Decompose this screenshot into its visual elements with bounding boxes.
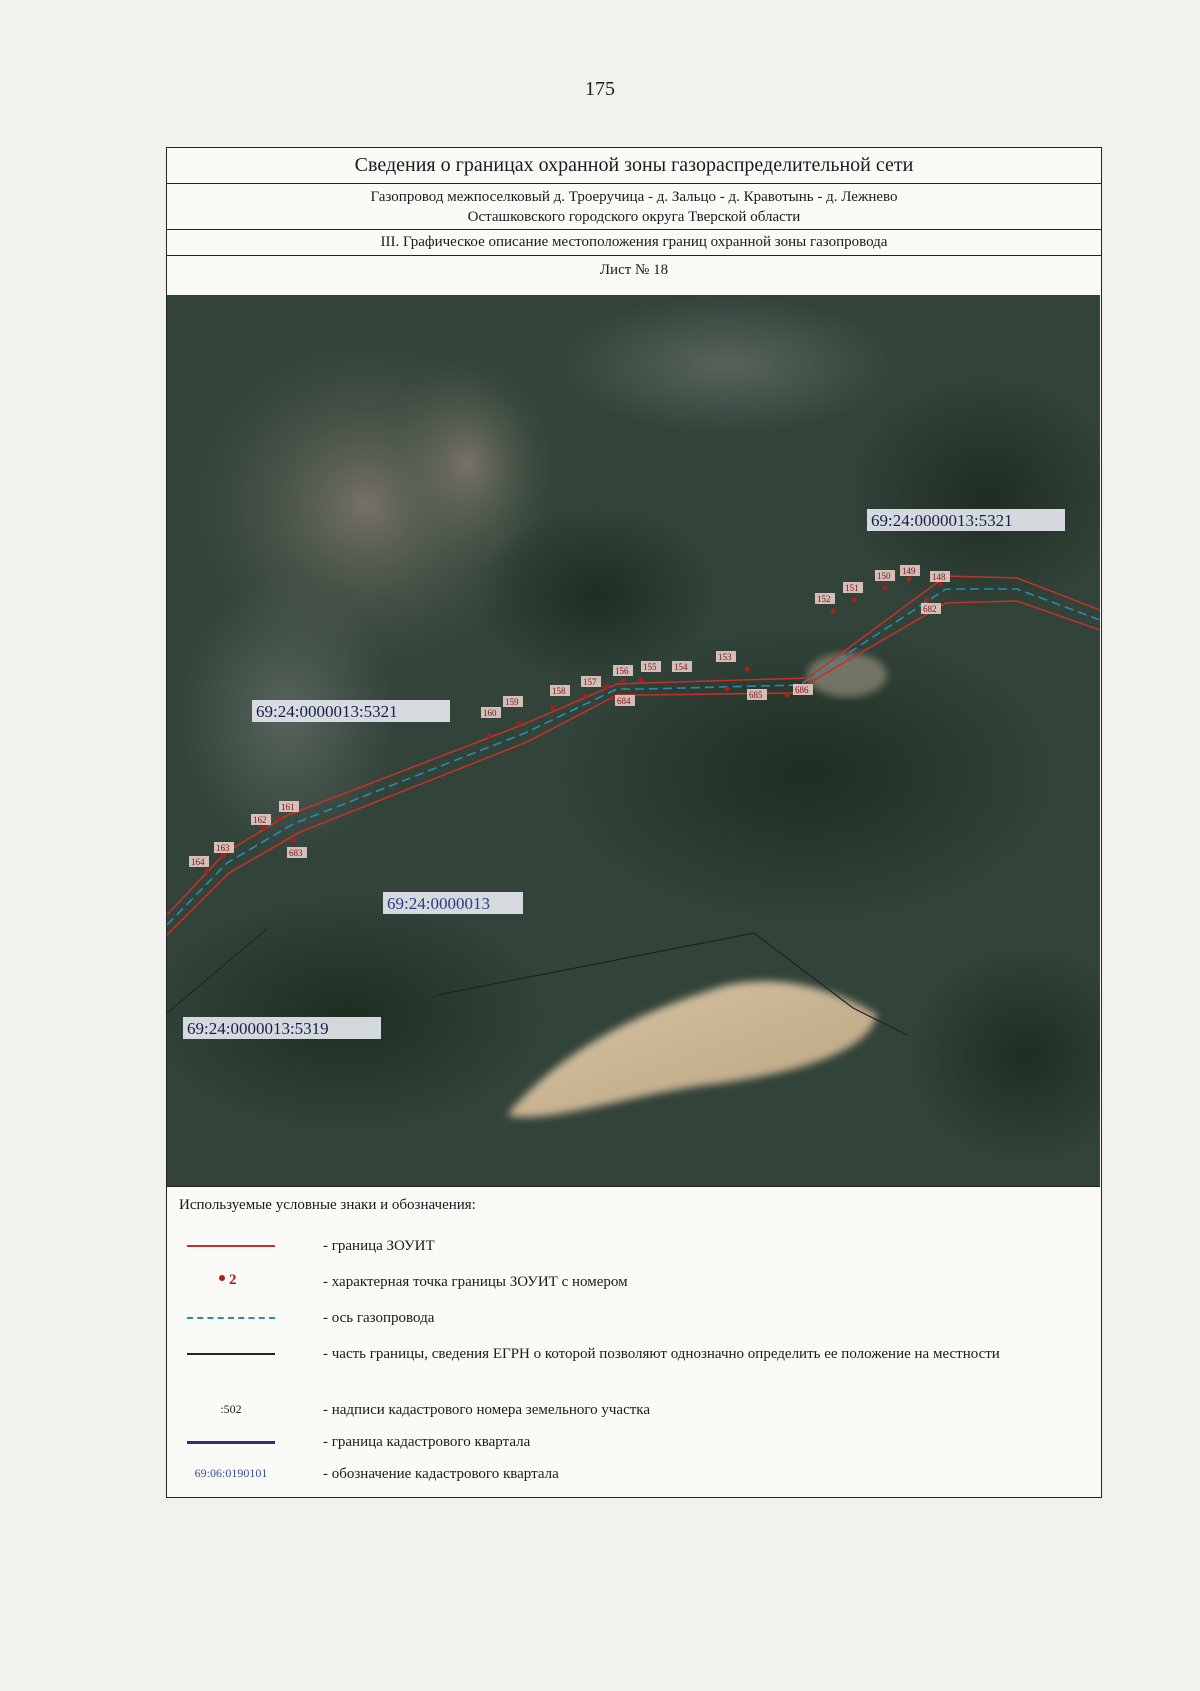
legend-row-zouit-point	[167, 1267, 1100, 1297]
legend-title: Используемые условные знаки и обозначения:	[179, 1197, 476, 1213]
legend-symbol-blue-line	[177, 1427, 285, 1457]
legend-row-quarter-boundary	[167, 1427, 1100, 1457]
legend-row-gas-axis	[167, 1303, 1100, 1333]
legend-row-zouit-boundary	[167, 1231, 1100, 1261]
legend	[167, 1186, 1100, 1497]
legend-desc: - характерная точка границы ЗОУИТ с номером	[323, 1274, 628, 1290]
legend-row-egrn-boundary	[167, 1339, 1100, 1391]
svg-text:155: 155	[643, 662, 657, 672]
svg-text:69:24:0000013: 69:24:0000013	[387, 894, 490, 913]
sheet-number: Лист № 18	[599, 262, 669, 278]
parcel-label-5321-west	[252, 700, 450, 722]
object-line-1: Газопровод межпоселковый д. Троеручица - д. Зальцо - д. Кравотынь - д. Лежнево	[370, 189, 898, 205]
dense-forest	[477, 505, 717, 685]
satellite-map[interactable]	[167, 295, 1100, 1186]
legend-row-parcel-number	[167, 1395, 1100, 1425]
point-dot-icon	[219, 1275, 225, 1281]
legend-desc: - граница кадастрового квартала	[323, 1434, 531, 1450]
parcel-label-5319	[183, 1017, 381, 1039]
svg-text:164: 164	[191, 857, 205, 867]
legend-desc: - ось газопровода	[323, 1310, 435, 1326]
page-number: 175	[585, 78, 615, 100]
svg-text:151: 151	[845, 583, 859, 593]
svg-text:686: 686	[795, 685, 809, 695]
legend-symbol-red-line	[177, 1231, 285, 1261]
clearing-patch	[807, 653, 887, 697]
svg-text:682: 682	[923, 604, 937, 614]
object-line-2: Осташковского городского округа Тверской области	[467, 209, 801, 225]
svg-text:154: 154	[674, 662, 688, 672]
svg-text:69:24:0000013:5321: 69:24:0000013:5321	[256, 702, 398, 721]
svg-text:159: 159	[505, 697, 519, 707]
section-title: III. Графическое описание местоположения границ охранной зоны газопровода	[167, 230, 1101, 256]
svg-text:160: 160	[483, 708, 497, 718]
parcel-label-5321-east	[867, 509, 1065, 531]
svg-text:162: 162	[253, 815, 267, 825]
legend-symbol-blue-text: 69:06:0190101	[194, 1466, 268, 1480]
legend-symbol-dashed-blue	[177, 1303, 285, 1333]
svg-text:149: 149	[902, 566, 916, 576]
legend-row-quarter-label	[167, 1459, 1100, 1489]
map-sheet	[166, 147, 1102, 1498]
legend-symbol-red-point: 2	[177, 1267, 285, 1297]
svg-text:157: 157	[583, 677, 597, 687]
legend-desc: - граница ЗОУИТ	[323, 1238, 435, 1254]
sheet-title: Сведения о границах охранной зоны газораспределительной сети	[167, 148, 1101, 184]
map-canvas	[167, 295, 1100, 1186]
svg-text:150: 150	[877, 571, 891, 581]
svg-text:685: 685	[749, 690, 763, 700]
svg-text:161: 161	[281, 802, 295, 812]
svg-text:158: 158	[552, 686, 566, 696]
legend-desc: - надписи кадастрового номера земельного участка	[323, 1402, 651, 1418]
legend-symbol-black-line	[177, 1339, 285, 1369]
svg-text:684: 684	[617, 696, 631, 706]
svg-text:69:24:0000013:5319: 69:24:0000013:5319	[187, 1019, 329, 1038]
svg-text:152: 152	[817, 594, 831, 604]
svg-text:156: 156	[615, 666, 629, 676]
svg-text:148: 148	[932, 572, 946, 582]
svg-text:153: 153	[718, 652, 732, 662]
svg-text:163: 163	[216, 843, 230, 853]
cadastral-quarter-label	[383, 892, 523, 914]
legend-symbol-text: :502	[220, 1402, 242, 1416]
svg-text:69:24:0000013:5321: 69:24:0000013:5321	[871, 511, 1013, 530]
legend-desc: - часть границы, сведения ЕГРН о которой позволяют однозначно определить ее положение на местности	[323, 1346, 1000, 1362]
svg-text:683: 683	[289, 848, 303, 858]
clearing-area	[557, 295, 897, 435]
object-description	[167, 184, 1101, 230]
legend-desc: - обозначение кадастрового квартала	[323, 1466, 559, 1482]
